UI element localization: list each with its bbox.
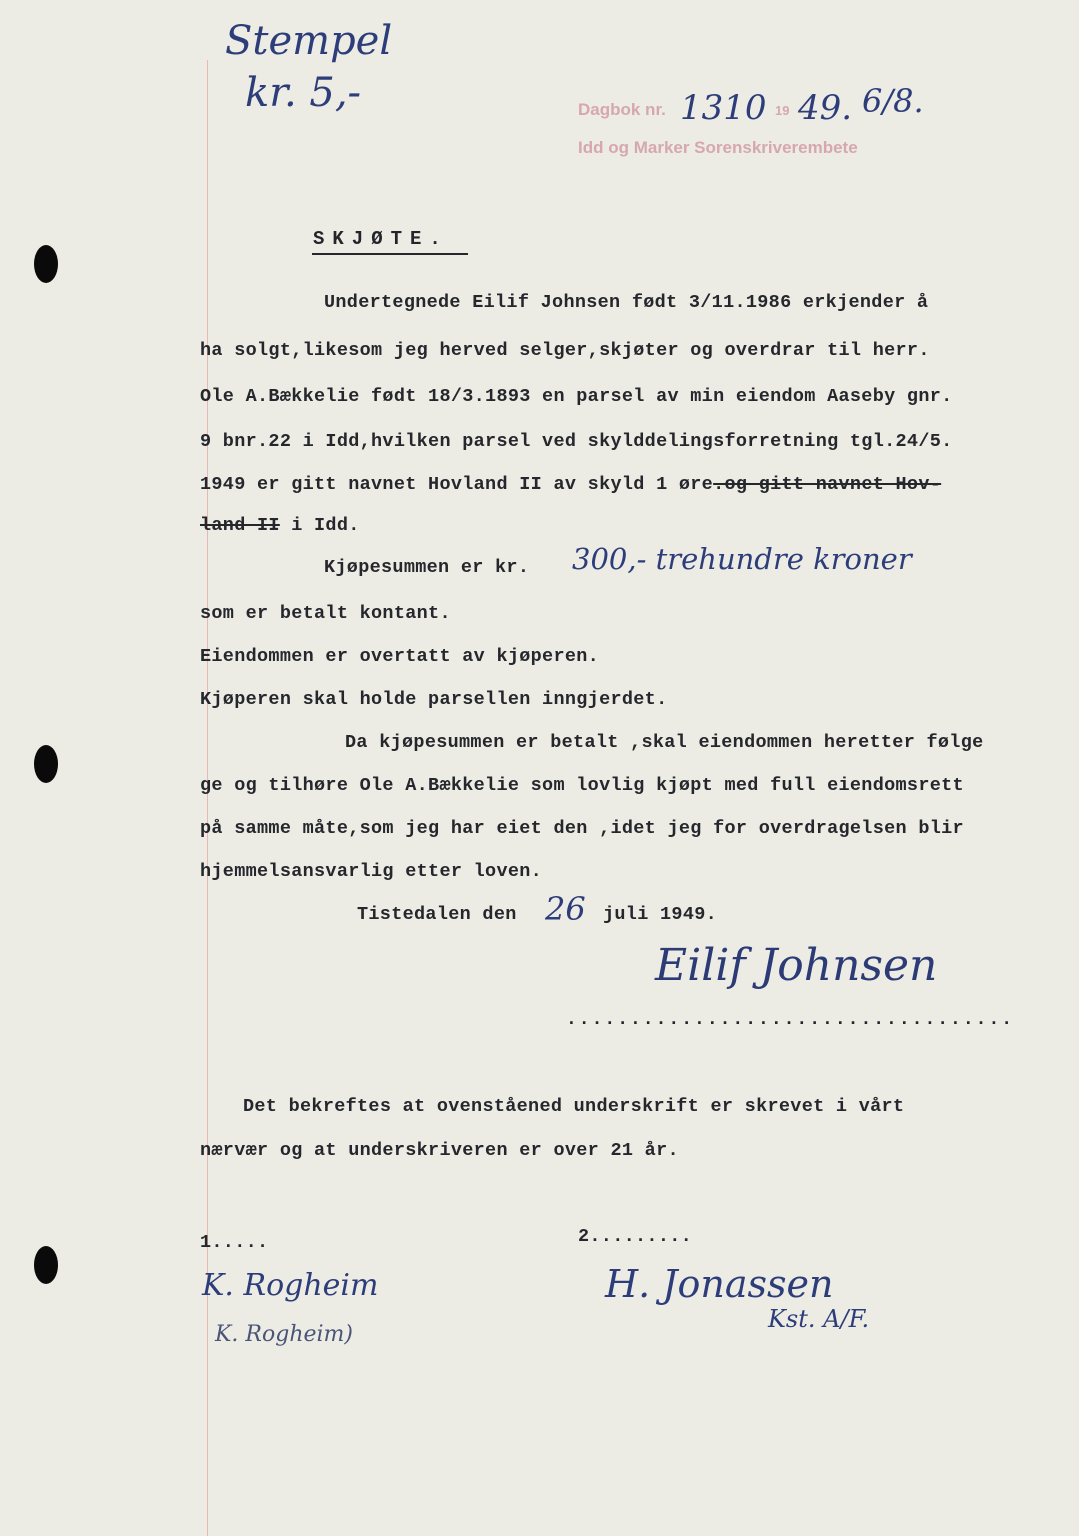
title-underline <box>312 253 468 255</box>
stamp-dagbok-number: 1310 <box>680 88 767 128</box>
body-line-6 <box>200 515 360 536</box>
witness-signature-1-print: K. Rogheim) <box>215 1322 353 1347</box>
witness-signature-1: K. Rogheim <box>202 1268 379 1303</box>
witness-signature-2-note: Kst. A/F. <box>768 1305 870 1333</box>
struck-text-2: land II <box>200 515 280 536</box>
body-line-1: Undertegnede Eilif Johnsen født 3/11.1986 erkjender å <box>324 292 929 313</box>
transfer-line-3: på samme måte,som jeg har eiet den ,idet jeg for overdragelsen blir <box>200 818 964 839</box>
witness-signature-2: H. Jonassen <box>605 1262 834 1306</box>
taken-over-line: Eiendommen er overtatt av kjøperen. <box>200 646 600 667</box>
fence-line: Kjøperen skal holde parsellen inngjerdet. <box>200 689 668 710</box>
fee-line-2: kr. 5,- <box>245 70 362 116</box>
place-day: 26 <box>545 890 586 928</box>
body-line-2: ha solgt,likesom jeg herved selger,skjøter og overdrar til herr. <box>200 340 930 361</box>
transfer-line-4: hjemmelsansvarlig etter loven. <box>200 861 543 882</box>
punch-hole-top <box>34 245 58 283</box>
price-handwritten: 300,- trehundre kroner <box>572 542 912 576</box>
witness-label-2: 2......... <box>578 1226 693 1247</box>
place-suffix: juli 1949. <box>603 904 718 925</box>
signature-dots: ................................... <box>566 1010 1015 1030</box>
stamp-office: Idd og Marker Sorenskriverembete <box>578 138 858 157</box>
witness-label-1: 1..... <box>200 1232 269 1253</box>
struck-text-1: .og gitt navnet Hov- <box>713 474 942 495</box>
punch-hole-bottom <box>34 1246 58 1284</box>
witness-statement-1: Det bekreftes at ovenståened underskrift er skrevet i vårt <box>243 1096 905 1117</box>
margin-line <box>207 60 208 1536</box>
transfer-line-2: ge og tilhøre Ole A.Bækkelie som lovlig kjøpt med full eiendomsrett <box>200 775 964 796</box>
price-label: Kjøpesummen er kr. <box>324 557 530 578</box>
body-line-6-text: i Idd. <box>279 515 360 536</box>
punch-hole-middle <box>34 745 58 783</box>
paid-line: som er betalt kontant. <box>200 603 451 624</box>
body-line-5-text: 1949 er gitt navnet Hovland II av skyld 1 øre <box>200 474 714 495</box>
witness-statement-2: nærvær og at underskriveren er over 21 år. <box>200 1140 679 1161</box>
stamp-year-prefix: 19 <box>775 103 790 118</box>
fee-line-1: Stempel <box>225 18 393 64</box>
seller-signature: Eilif Johnsen <box>655 940 938 991</box>
place-prefix: Tistedalen den <box>357 904 517 925</box>
body-line-3: Ole A.Bækkelie født 18/3.1893 en parsel av min eiendom Aaseby gnr. <box>200 386 953 407</box>
stamp-date: 6/8. <box>862 82 924 120</box>
body-line-5 <box>200 474 941 495</box>
body-line-4: 9 bnr.22 i Idd,hvilken parsel ved skylddelingsforretning tgl.24/5. <box>200 431 953 452</box>
stamp-year-suffix: 49. <box>798 88 853 128</box>
transfer-line-1: Da kjøpesummen er betalt ,skal eiendommen heretter følge <box>345 732 984 753</box>
document-title: SKJØTE. <box>313 228 449 250</box>
stamp-dagbok-label: Dagbok nr. <box>578 100 666 119</box>
